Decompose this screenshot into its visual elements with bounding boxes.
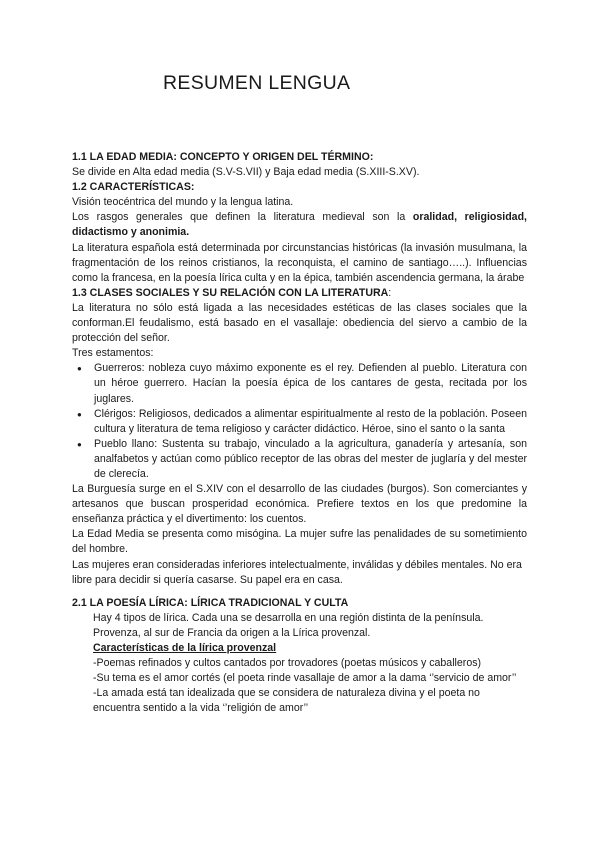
list-item: ● Pueblo llano: Sustenta su trabajo, vinculado a la agricultura, ganadería y artesanía, son analfabetos y actúan como público receptor de las obras del mester de juglaría y del mester de clerecía. bbox=[94, 437, 527, 482]
rasgos-text: Los rasgos generales que definen la literatura medieval son la bbox=[72, 211, 413, 224]
document-body bbox=[72, 150, 527, 716]
section-1-3-heading-line bbox=[72, 286, 527, 301]
section-1-3-colon: : bbox=[388, 286, 392, 299]
list-item: -Poemas refinados y cultos cantados por trovadores (poetas músicos y caballeros) bbox=[93, 657, 482, 670]
list-item: ● Guerreros: nobleza cuyo máximo exponente es el rey. Defienden al pueblo. Literatura con un héroe guerrero. Hacían la poesía épica de los cantares de gesta, recitada por los juglares. bbox=[94, 361, 527, 406]
misogina-paragraph: La Edad Media se presenta como misógina. La mujer sufre las penalidades de su sometimiento del hombre. bbox=[72, 528, 527, 556]
section-1-1-text: Se divide en Alta edad media (S.V-S.VII) y Baja edad media (S.XIII-S.XV). bbox=[72, 166, 420, 179]
section-1-2-heading: 1.2 CARACTERÍSTICAS: bbox=[72, 181, 195, 194]
burguesia-paragraph: La Burguesía surge en el S.XIV con el desarrollo de las ciudades (burgos). Son comerciantes y artesanos que buscan prosperidad económica. Prefiere textos en los que predomine la enseñanza práctica y el divertimento: los cuentos. bbox=[72, 483, 527, 526]
list-item: -La amada está tan idealizada que se considera de naturaleza divina y el poeta no encuentra sentido a la vida ‘’religión de amor’’ bbox=[93, 687, 480, 715]
section-gap bbox=[72, 588, 527, 596]
rasgos-bold: oralidad, religiosidad, didactismo y anonimia. bbox=[72, 211, 527, 239]
section-1-2-paragraph: La literatura española está determinada por circunstancias históricas (la invasión musulmana, la fragmentación de los reinos cristianos, la reconquista, el camino de santiago…..). Influencias como la francesa, en la poesía lírica culta y en la épica, también ascendencia germana, la árabe bbox=[72, 241, 527, 284]
mujeres-paragraph: Las mujeres eran consideradas inferiores intelectualmente, inválidas y débiles mentales. No era libre para decidir si quería casarse. Su papel era en casa. bbox=[72, 558, 522, 586]
section-1-2-rasgos bbox=[72, 210, 527, 240]
estamentos-list bbox=[72, 361, 527, 482]
list-item: ● Clérigos: Religiosos, dedicados a alimentar espiritualmente al resto de la población. Poseen cultura y literatura de tema religioso y carácter didáctico. Héroe, sino el santo o la santa bbox=[94, 407, 527, 437]
tres-estamentos: Tres estamentos: bbox=[72, 347, 154, 360]
provenzal-subheading: Características de la lírica provenzal bbox=[93, 642, 277, 654]
section-1-1-heading: 1.1 LA EDAD MEDIA: CONCEPTO Y ORIGEN DEL TÉRMINO: bbox=[72, 151, 374, 163]
section-2-1-heading: 2.1 LA POESÍA LÍRICA: LÍRICA TRADICIONAL Y CULTA bbox=[72, 596, 349, 609]
section-1-3-heading: 1.3 CLASES SOCIALES Y SU RELACIÓN CON LA LITERATURA bbox=[72, 286, 389, 299]
list-item: -Su tema es el amor cortés (el poeta rinde vasallaje de amor a la dama ‘’servicio de amor’’ bbox=[93, 672, 517, 685]
section-1-3-paragraph: La literatura no sólo está ligada a las necesidades estéticas de las clases sociales que la conforman.El feudalismo, está basado en el vasallaje: obediencia del siervo a cambio de la protección del señor. bbox=[72, 301, 527, 345]
section-2-1-body bbox=[72, 611, 527, 717]
section-2-1-intro: Hay 4 tipos de lírica. Cada una se desarrolla en una región distinta de la península. Provenza, al sur de Francia da origen a la Lírica provenzal. bbox=[93, 611, 484, 639]
document-title: RESUMEN LENGUA bbox=[163, 72, 351, 94]
section-1-2-line1: Visión teocéntrica del mundo y la lengua latina. bbox=[72, 196, 294, 209]
